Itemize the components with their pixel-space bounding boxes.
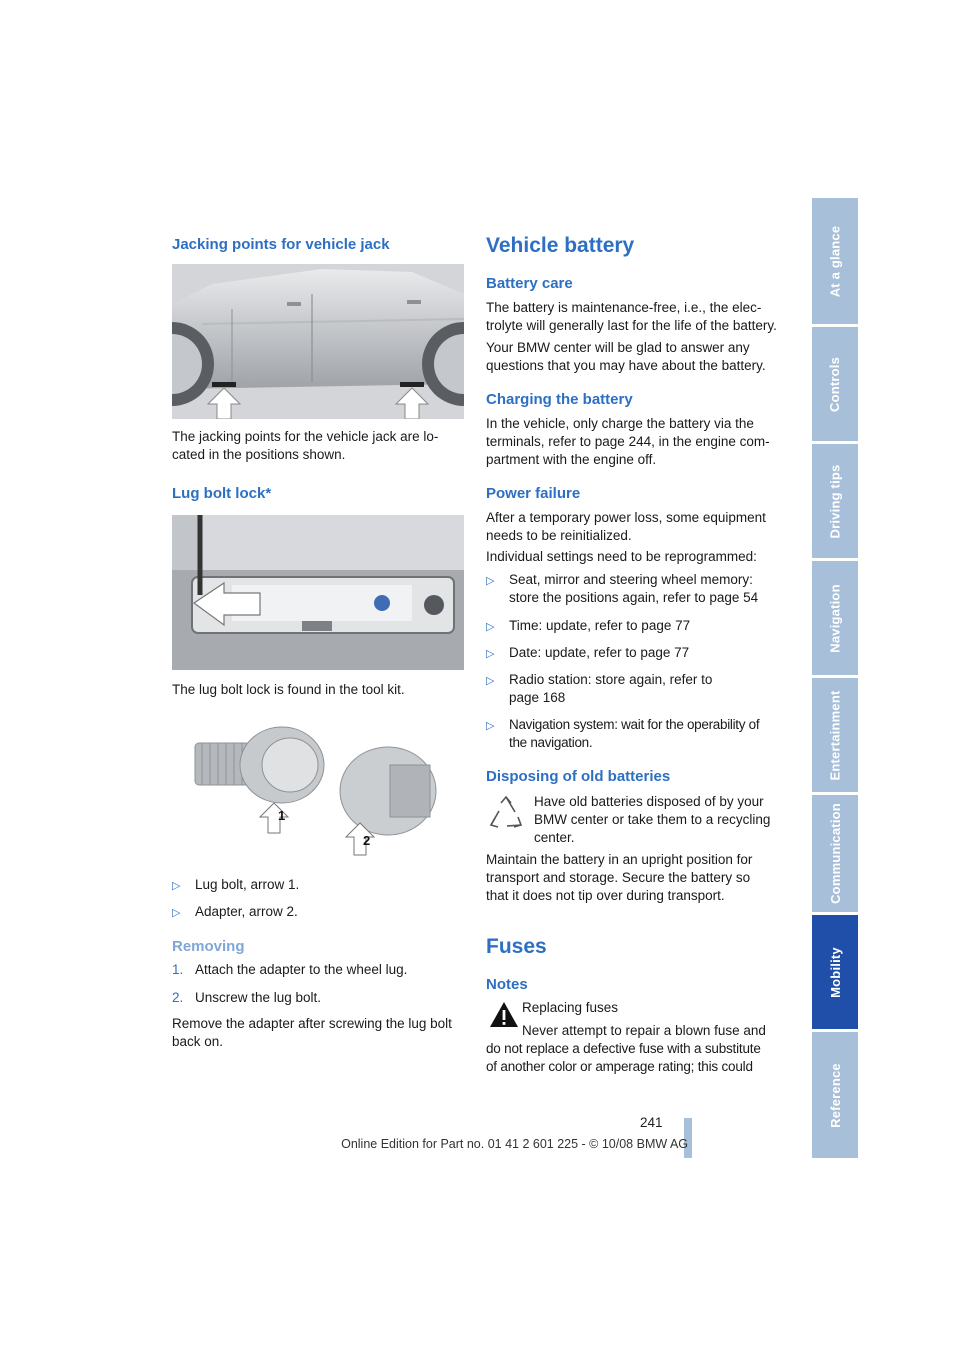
charging-heading: Charging the battery	[486, 391, 633, 408]
charging-text: In the vehicle, only charge the battery via the terminals, refer to page 244, in the engine com- partment with the engine off.	[486, 416, 770, 467]
power-text: After a temporary power loss, some equipment needs to be reinitialized.	[486, 510, 766, 543]
center-text: Your BMW center will be glad to answer any questions that you may have about the battery.	[486, 340, 766, 373]
list-item: ▷ Time: update, refer to page 77	[486, 617, 786, 635]
jacking-heading: Jacking points for vehicle jack	[172, 236, 390, 253]
maintain-text: Maintain the battery in an upright position for transport and storage. Secure the battery so that it does not tip over during transport.	[486, 852, 753, 903]
list-item: 2. Unscrew the lug bolt.	[172, 990, 322, 1005]
list-item: ▷ Adapter, arrow 2.	[172, 903, 472, 921]
list-item: ▷ Date: update, refer to page 77	[486, 644, 786, 662]
care-heading: Battery care	[486, 275, 573, 292]
notes-text: do not replace a defective fuse with a substitute of another color or amperage rating; this could	[486, 1041, 761, 1074]
power-heading: Power failure	[486, 485, 581, 502]
bullet-icon: ▷	[486, 720, 495, 732]
tab-controls[interactable]: Controls	[812, 327, 858, 441]
list-item: ▷ Lug bolt, arrow 1.	[172, 876, 472, 894]
list-item: 1. Attach the adapter to the wheel lug.	[172, 962, 408, 977]
bullet-icon: ▷	[172, 880, 181, 892]
bullet-icon: ▷	[172, 907, 181, 919]
fuses-heading: Fuses	[486, 935, 547, 958]
tab-mobility[interactable]: Mobility	[812, 915, 858, 1029]
car-jacking-illustration	[172, 264, 464, 419]
tab-reference[interactable]: Reference	[812, 1032, 858, 1158]
notes-heading: Notes	[486, 976, 528, 993]
notes-title: Replacing fuses	[522, 1000, 619, 1015]
list-item: ▷ Navigation system: wait for the operability of the navigation.	[486, 717, 760, 750]
page-number: 241	[640, 1115, 663, 1130]
removing-heading: Removing	[172, 938, 245, 955]
list-item: ▷ Seat, mirror and steering wheel memory: store the positions again, refer to page 54	[486, 572, 759, 605]
recycle-icon	[487, 795, 525, 833]
lug-bolt-adapter-illustration	[190, 725, 452, 860]
tab-entertainment[interactable]: Entertainment	[812, 678, 858, 792]
settings-text: Individual settings need to be reprogrammed:	[486, 549, 757, 564]
care-text: The battery is maintenance-free, i.e., the elec- trolyte will generally last for the life of the battery.	[486, 300, 777, 333]
disposing-heading: Disposing of old batteries	[486, 768, 671, 785]
removing-text: Remove the adapter after screwing the lug bolt back on.	[172, 1016, 452, 1049]
list-item: ▷ Radio station: store again, refer to page 168	[486, 672, 713, 705]
bullet-icon: ▷	[486, 575, 495, 587]
tab-at-a-glance[interactable]: At a glance	[812, 198, 858, 324]
tab-driving-tips[interactable]: Driving tips	[812, 444, 858, 558]
bullet-icon: ▷	[486, 621, 495, 633]
tab-navigation[interactable]: Navigation	[812, 561, 858, 675]
notes-line1: Never attempt to repair a blown fuse and	[522, 1023, 766, 1038]
edition-text: Online Edition for Part no. 01 41 2 601 225 - © 10/08 BMW AG	[341, 1137, 688, 1151]
arrow-1-label: 1	[278, 808, 286, 823]
bullet-icon: ▷	[486, 675, 495, 687]
tab-communication[interactable]: Communication	[812, 795, 858, 912]
tool-kit-illustration	[172, 515, 464, 670]
warning-icon	[489, 1000, 519, 1030]
battery-heading: Vehicle battery	[486, 234, 635, 257]
jacking-text: The jacking points for the vehicle jack are lo- cated in the positions shown.	[172, 429, 439, 462]
disposing-text: Have old batteries disposed of by your BMW center or take them to a recycling center.	[534, 794, 771, 845]
lug-text: The lug bolt lock is found in the tool kit.	[172, 682, 405, 697]
bullet-icon: ▷	[486, 648, 495, 660]
lug-heading: Lug bolt lock*	[172, 485, 272, 502]
arrow-2-label: 2	[363, 833, 371, 848]
